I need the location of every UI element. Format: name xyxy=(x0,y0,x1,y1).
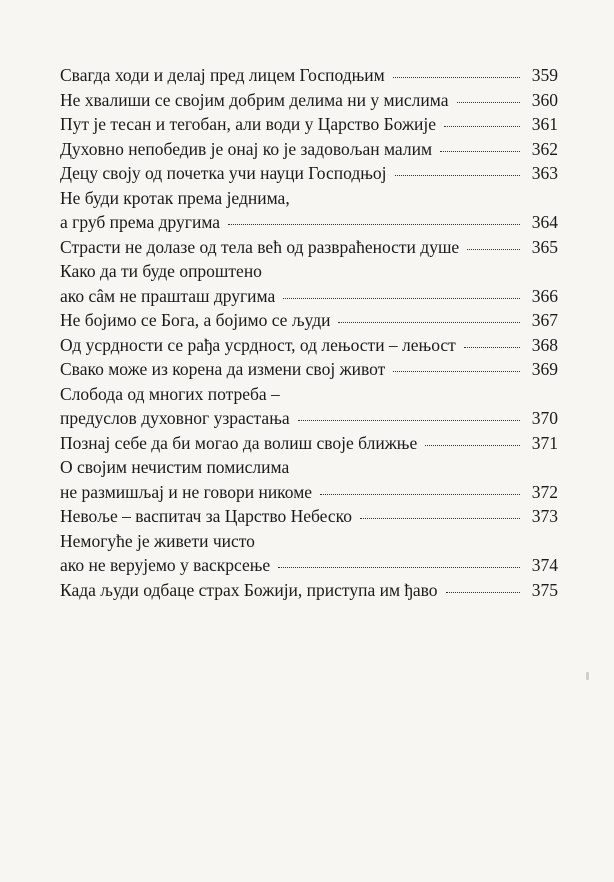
toc-entry-title: Немогуће је живети чисто xyxy=(60,530,255,551)
toc-entry xyxy=(60,137,558,162)
toc-dot-leader xyxy=(393,77,520,78)
toc-page-number: 370 xyxy=(531,408,558,428)
toc-entry-title: Пут је тесан и тегобан, али води у Царство Божије xyxy=(60,114,437,134)
scan-speck xyxy=(586,672,589,680)
toc-page-number: 367 xyxy=(531,310,558,330)
toc-page-number: 375 xyxy=(531,579,558,600)
toc-page-number: 363 xyxy=(531,163,558,183)
toc-page-number: 368 xyxy=(531,334,558,355)
toc-entry-line xyxy=(60,553,558,578)
toc-page-number: 359 xyxy=(531,65,558,85)
toc-entry xyxy=(60,357,558,382)
toc-dot-leader xyxy=(298,420,520,421)
toc-dot-leader xyxy=(425,445,520,446)
toc-dot-leader xyxy=(338,322,520,323)
toc-page-number: 369 xyxy=(531,359,558,379)
toc-entry-title: Од усрдности се рађа усрдност, од лењости – лењост xyxy=(60,334,456,355)
toc-entry-title: Не хвалиши се својим добрим делима ни у мислима xyxy=(60,89,449,110)
toc-page-number: 365 xyxy=(531,236,558,257)
toc-dot-leader xyxy=(320,494,520,495)
toc-entry-title: Свако може из корена да измени свој живот xyxy=(60,359,386,379)
toc-entry xyxy=(60,235,558,260)
toc-page-number: 364 xyxy=(531,212,558,232)
toc-page-number: 373 xyxy=(531,506,558,526)
toc-dot-leader xyxy=(464,347,520,348)
toc-page-number: 362 xyxy=(531,138,558,159)
toc-entry xyxy=(60,382,558,431)
toc-entry xyxy=(60,112,558,137)
toc-entry-line xyxy=(60,455,558,480)
toc-entry-line xyxy=(60,504,558,529)
toc-entry-line xyxy=(60,480,558,505)
toc-entry xyxy=(60,504,558,529)
toc-dot-leader xyxy=(283,298,520,299)
toc-entry-line xyxy=(60,406,558,431)
toc-entry-title: Невоље – васпитач за Царство Небеско xyxy=(60,506,352,526)
toc-entry-line xyxy=(60,210,558,235)
toc-entry xyxy=(60,455,558,504)
toc-entry-title: Духовно непобедив је онај ко је задовољан малим xyxy=(60,138,433,159)
toc-dot-leader xyxy=(278,567,520,568)
toc-page-number: 374 xyxy=(531,555,558,575)
toc-entry-title: О својим нечистим помислима xyxy=(60,457,290,477)
toc-dot-leader xyxy=(360,518,520,519)
toc-entry-title: Када људи одбаце страх Божији, приступа им ђаво xyxy=(60,579,438,600)
toc-entry-line xyxy=(60,259,558,284)
toc-entry-line xyxy=(60,308,558,333)
toc-page-number: 372 xyxy=(531,481,558,502)
toc-entry-line xyxy=(60,186,558,211)
toc-entry-title: предуслов духовног узрастања xyxy=(60,408,290,428)
toc-page-number: 361 xyxy=(531,114,558,134)
toc-entry xyxy=(60,529,558,578)
toc-dot-leader xyxy=(395,175,520,176)
toc-entry-title: ако сâм не прашташ другима xyxy=(60,285,276,306)
toc-page-number: 371 xyxy=(531,432,558,453)
toc-dot-leader xyxy=(467,249,520,250)
toc-entry-line xyxy=(60,284,558,309)
toc-entry-title: Децу своју од почетка учи науци Господњој xyxy=(60,163,387,183)
toc-entry xyxy=(60,63,558,88)
toc-entry xyxy=(60,88,558,113)
toc-entry-title: не размишљај и не говори никоме xyxy=(60,481,313,502)
toc-entry xyxy=(60,161,558,186)
toc-entry-line xyxy=(60,88,558,113)
toc-entry-title: Не буди кротак према једнима, xyxy=(60,187,290,208)
toc-entry-title: Не бојимо се Бога, а бојимо се људи xyxy=(60,310,331,330)
toc-entry-title: ако не верујемо у васкрсење xyxy=(60,555,271,575)
toc-entry-line xyxy=(60,63,558,88)
toc-dot-leader xyxy=(457,102,520,103)
toc-entry-line xyxy=(60,431,558,456)
toc-entry-line xyxy=(60,357,558,382)
toc-entry xyxy=(60,259,558,308)
toc-page-number: 360 xyxy=(531,89,558,110)
toc-dot-leader xyxy=(440,151,520,152)
toc-entry-title: Свагда ходи и делај пред лицем Господњим xyxy=(60,65,385,85)
toc-entry-title: Како да ти буде опроштено xyxy=(60,261,262,281)
toc-entry-line xyxy=(60,112,558,137)
table-of-contents xyxy=(60,63,558,602)
toc-entry-line xyxy=(60,578,558,603)
toc-entry-line xyxy=(60,161,558,186)
toc-entry-line xyxy=(60,529,558,554)
toc-entry xyxy=(60,578,558,603)
toc-page-number: 366 xyxy=(531,285,558,306)
toc-dot-leader xyxy=(228,224,520,225)
toc-entry-line xyxy=(60,235,558,260)
toc-entry-line xyxy=(60,137,558,162)
toc-entry-line xyxy=(60,382,558,407)
toc-entry-title: а груб према другима xyxy=(60,212,221,232)
toc-entry xyxy=(60,308,558,333)
toc-dot-leader xyxy=(446,592,520,593)
toc-entry-title: Познај себе да би могао да волиш своје ближње xyxy=(60,432,418,453)
toc-entry-title: Страсти не долазе од тела већ од развраћености душе xyxy=(60,236,460,257)
toc-dot-leader xyxy=(444,126,520,127)
toc-entry xyxy=(60,186,558,235)
toc-entry xyxy=(60,333,558,358)
toc-entry-line xyxy=(60,333,558,358)
toc-entry-title: Слобода од многих потреба – xyxy=(60,383,280,404)
toc-entry xyxy=(60,431,558,456)
toc-dot-leader xyxy=(393,371,520,372)
